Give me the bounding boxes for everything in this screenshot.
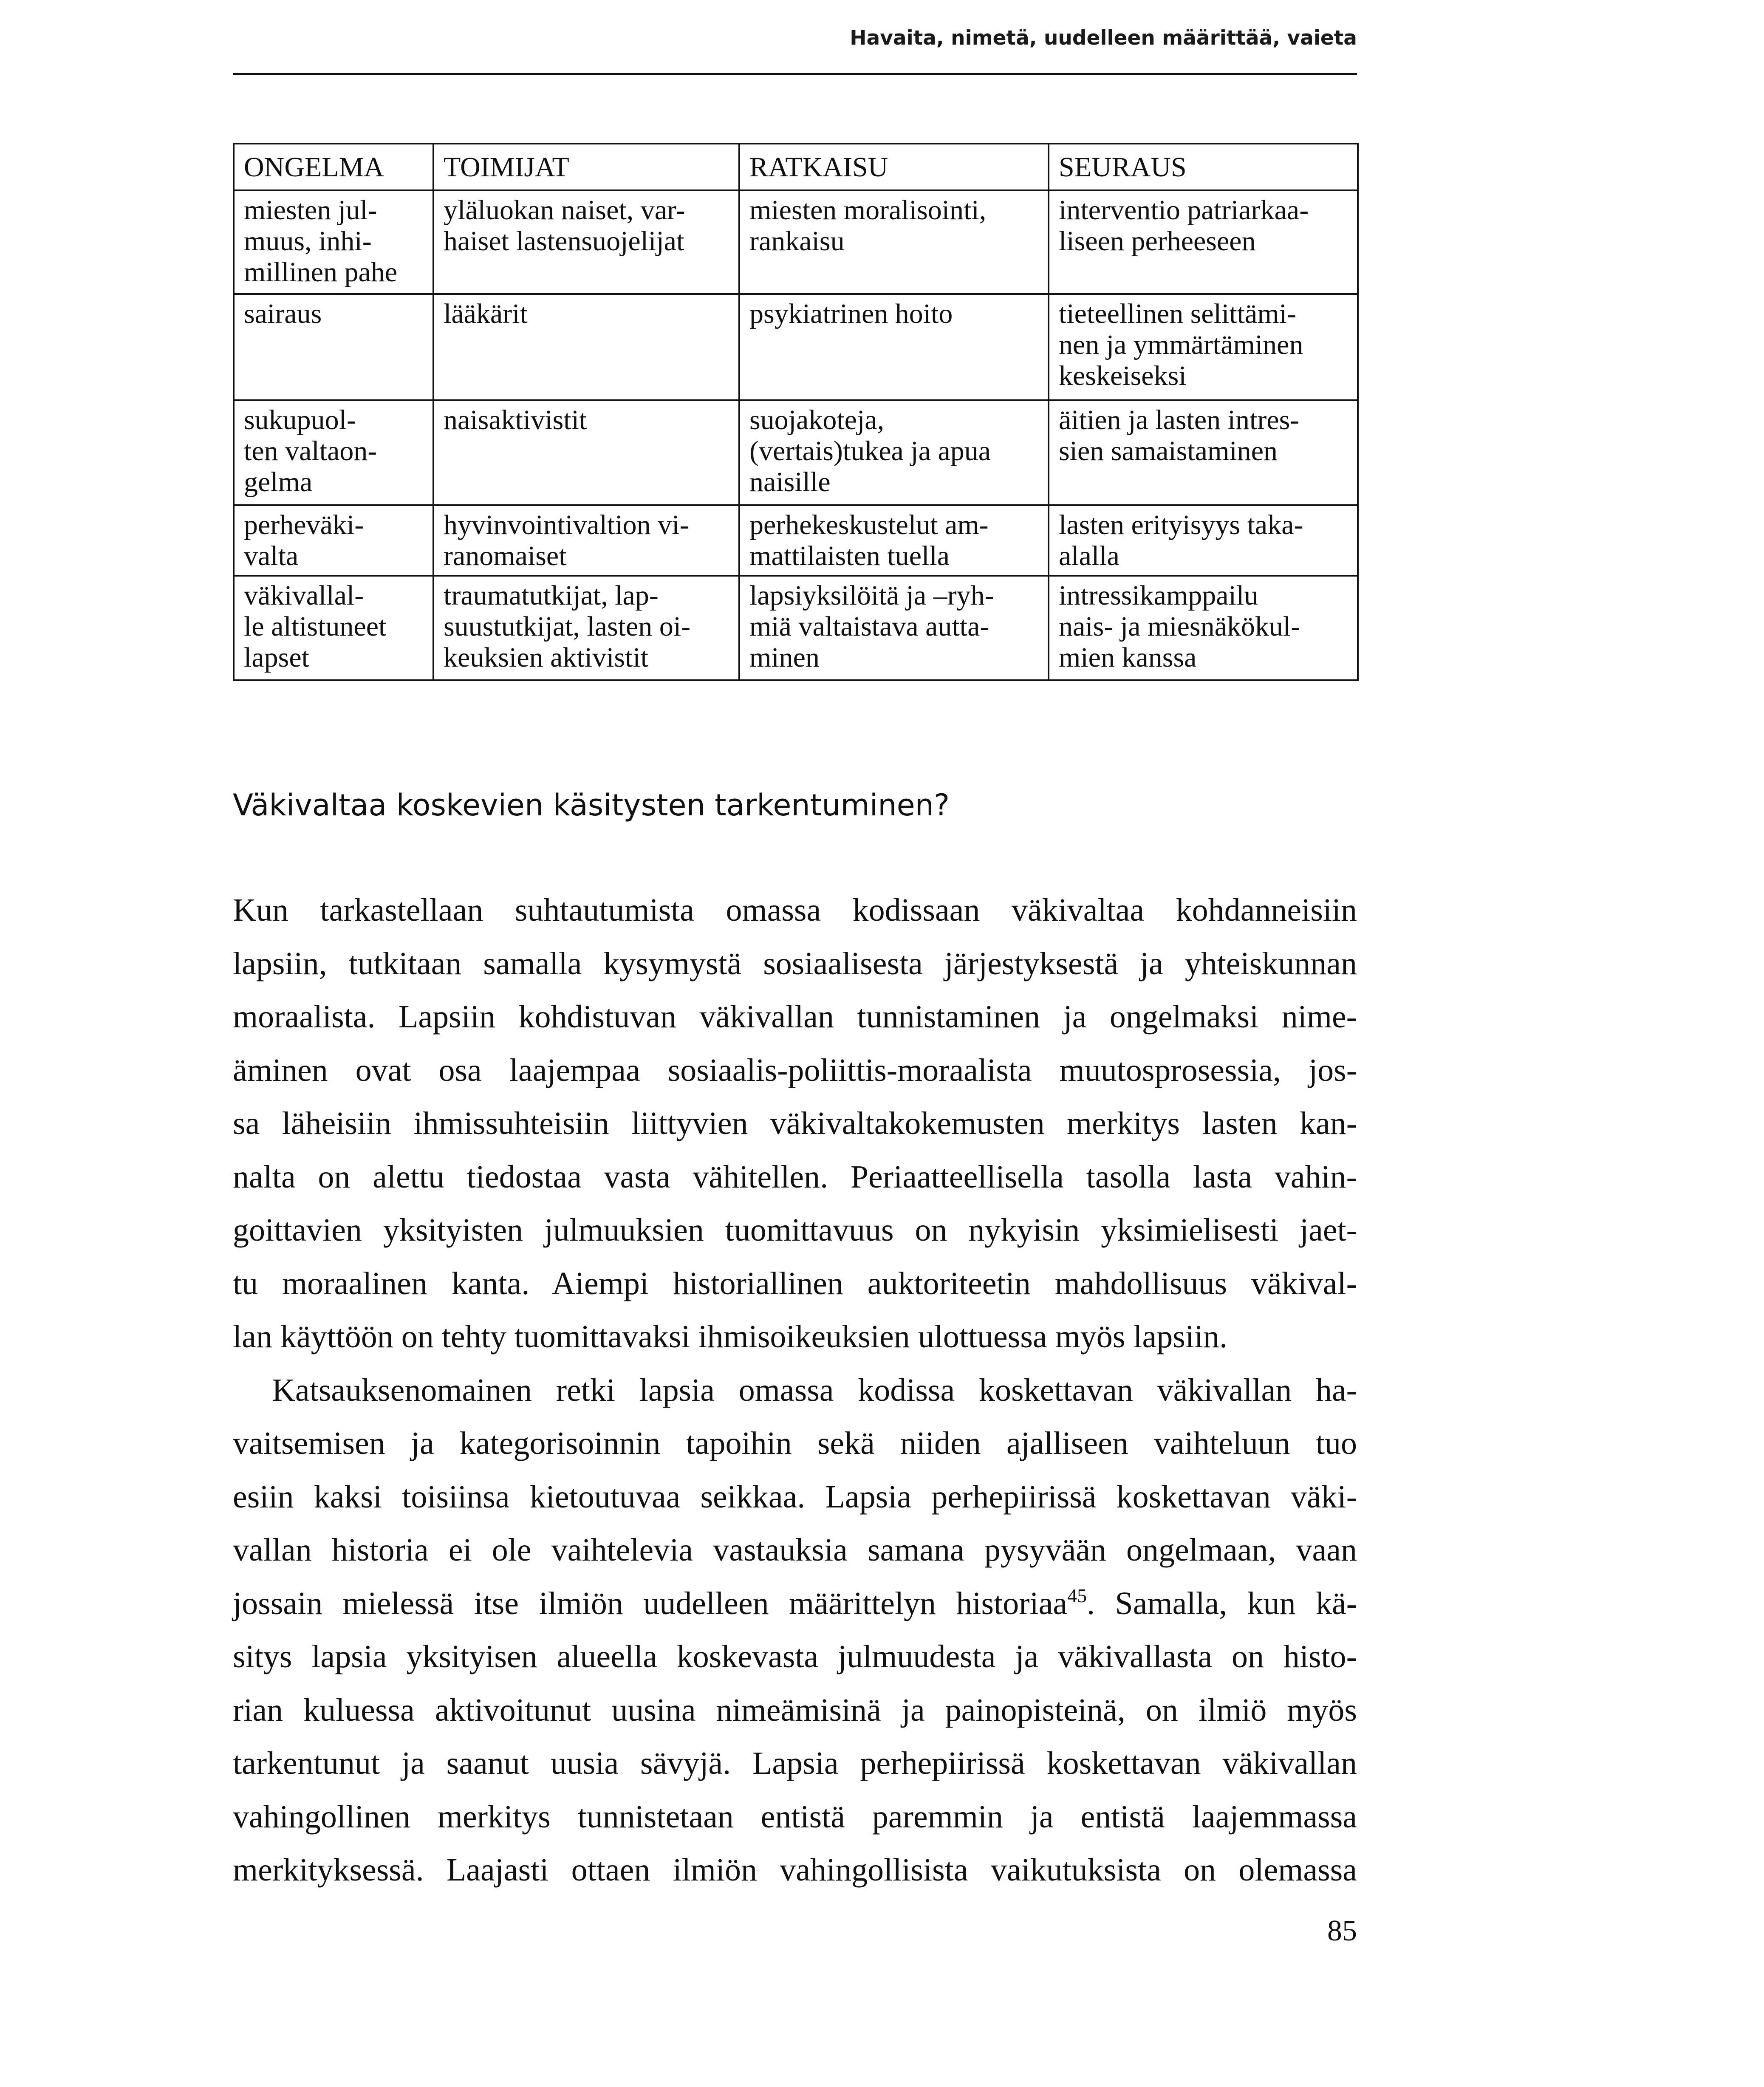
text-line: sa läheisiin ihmissuhteisiin liittyvien väkivaltakokemusten merkitys lasten kan- xyxy=(233,1106,1357,1141)
text-line: goittavien yksityisten julmuuksien tuomittavuus on nykyisin yksimielisesti jaet- xyxy=(233,1212,1357,1248)
footnote-reference[interactable]: 45 xyxy=(1067,1584,1087,1606)
table-cell: sairaus xyxy=(234,294,433,400)
paragraph-2 xyxy=(233,1364,1357,1897)
text-line: vaitsemisen ja kategorisoinnin tapoihin sekä niiden ajalliseen vaihteluun tuo xyxy=(233,1425,1357,1461)
text-fragment: . Samalla, kun kä- xyxy=(1087,1585,1357,1621)
text-line: sitys lapsia yksityisen alueella koskevasta julmuudesta ja väkivallasta on histo- xyxy=(233,1639,1357,1674)
table-row xyxy=(234,505,1358,576)
text-line: tu moraalinen kanta. Aiempi historiallinen auktoriteetin mahdollisuus väkival- xyxy=(233,1265,1357,1301)
text-fragment: jossain mielessä itse ilmiön uudelleen määrittelyn historiaa xyxy=(233,1585,1068,1621)
problem-framework-table xyxy=(233,143,1359,681)
text-line: nalta on alettu tiedostaa vasta vähitellen. Periaatteellisella tasolla lasta vahin- xyxy=(233,1159,1357,1195)
table-cell: miesten jul- muus, inhi- millinen pahe xyxy=(234,190,433,294)
text-line: lapsiin, tutkitaan samalla kysymystä sosiaalisesta järjestyksestä ja yhteiskunnan xyxy=(233,945,1357,981)
table-cell: naisaktivistit xyxy=(433,400,739,505)
table-row xyxy=(234,190,1358,294)
text-line-with-footnote xyxy=(233,1577,1357,1631)
table-cell: perheväki- valta xyxy=(234,505,433,576)
table-cell: tieteellinen selittämi- nen ja ymmärtäminen keskeiseksi xyxy=(1049,294,1358,400)
table-cell: lääkärit xyxy=(433,294,739,400)
table-cell: perhekeskustelut am- mattilaisten tuella xyxy=(739,505,1049,576)
table-cell: sukupuol- ten valtaon- gelma xyxy=(234,400,433,505)
running-head: Havaita, nimetä, uudelleen määrittää, vaieta xyxy=(850,26,1357,50)
text-line: lan käyttöön on tehty tuomittavaksi ihmisoikeuksien ulottuessa myös lapsiin. xyxy=(233,1319,1228,1355)
table-cell: suojakoteja, (vertais)tukea ja apua naisille xyxy=(739,400,1049,505)
section-heading: Väkivaltaa koskevien käsitysten tarkentuminen? xyxy=(233,788,950,823)
text-line: merkityksessä. Laajasti ottaen ilmiön vahingollisista vaikutuksista on olemassa xyxy=(233,1852,1357,1888)
table-cell: psykiatrinen hoito xyxy=(739,294,1049,400)
text-line: moraalista. Lapsiin kohdistuvan väkivallan tunnistaminen ja ongelmaksi nime- xyxy=(233,999,1357,1035)
paragraph-1 xyxy=(233,884,1357,1364)
table-cell: yläluokan naiset, var- haiset lastensuojelijat xyxy=(433,190,739,294)
header-seuraus: SEURAUS xyxy=(1049,144,1358,190)
table-row xyxy=(234,576,1358,680)
text-line: esiin kaksi toisiinsa kietoutuvaa seikkaa. Lapsia perhepiirissä koskettavan väki- xyxy=(233,1479,1357,1515)
table-cell: traumatutkijat, lap- suustutkijat, lasten oi- keuksien aktivistit xyxy=(433,576,739,680)
body-text xyxy=(233,884,1357,1897)
table-cell: lapsiyksilöitä ja –ryh- miä valtaistava autta- minen xyxy=(739,576,1049,680)
table-header-row xyxy=(234,144,1358,190)
table-row xyxy=(234,400,1358,505)
text-line: tarkentunut ja saanut uusia sävyjä. Lapsia perhepiirissä koskettavan väkivallan xyxy=(233,1745,1357,1781)
table-cell: lasten erityisyys taka- alalla xyxy=(1049,505,1358,576)
text-line: äminen ovat osa laajempaa sosiaalis-poliittis-moraalista muutosprosessia, jos- xyxy=(233,1052,1357,1088)
page-number: 85 xyxy=(1327,1914,1357,1947)
table-cell: hyvinvointivaltion vi- ranomaiset xyxy=(433,505,739,576)
text-line: rian kuluessa aktivoitunut uusina nimeämisinä ja painopisteinä, on ilmiö myös xyxy=(233,1692,1357,1728)
header-toimijat: TOIMIJAT xyxy=(433,144,739,190)
table-cell: interventio patriarkaa- liseen perheeseen xyxy=(1049,190,1358,294)
header-rule xyxy=(233,73,1357,75)
text-line: vallan historia ei ole vaihtelevia vastauksia samana pysyvään ongelmaan, vaan xyxy=(233,1532,1357,1568)
text-line: Kun tarkastellaan suhtautumista omassa kodissaan väkivaltaa kohdanneisiin xyxy=(233,892,1357,928)
table-cell: intressikamppailu nais- ja miesnäkökul- mien kanssa xyxy=(1049,576,1358,680)
header-ongelma: ONGELMA xyxy=(234,144,433,190)
table-row xyxy=(234,294,1358,400)
text-line: vahingollinen merkitys tunnistetaan entistä paremmin ja entistä laajemmassa xyxy=(233,1799,1357,1835)
table-cell: miesten moralisointi, rankaisu xyxy=(739,190,1049,294)
table-cell: äitien ja lasten intres- sien samaistaminen xyxy=(1049,400,1358,505)
text-line: Katsauksenomainen retki lapsia omassa kodissa koskettavan väkivallan ha- xyxy=(272,1372,1357,1408)
table-cell: väkivallal- le altistuneet lapset xyxy=(234,576,433,680)
header-ratkaisu: RATKAISU xyxy=(739,144,1049,190)
